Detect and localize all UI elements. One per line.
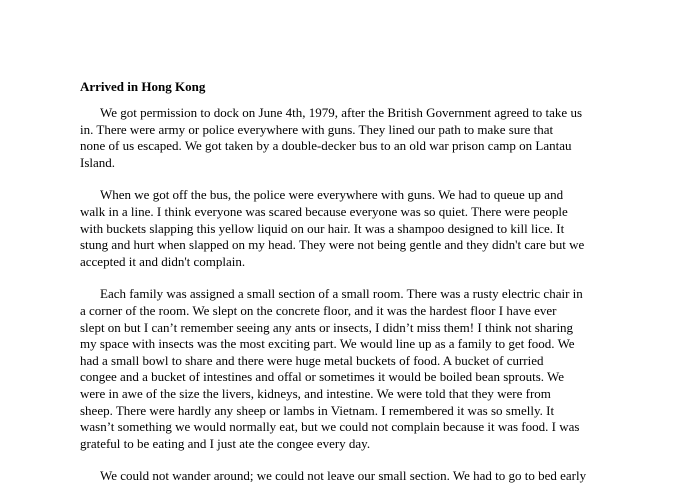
text-line: Each family was assigned a small section of a small room. There was a rusty electric chair in — [100, 286, 583, 302]
text-line: We got permission to dock on June 4th, 1979, after the British Government agreed to take us — [100, 105, 583, 120]
section-heading: Arrived in Hong Kong — [80, 79, 206, 94]
document-page — [80, 78, 610, 501]
text-line: We could not wander around; we could not leave our small section. We had to go to bed early — [100, 468, 587, 484]
text-line: sheep. There were hardly any sheep or lambs in Vietnam. I remembered it was so smelly. It — [80, 402, 555, 418]
text-line: my space with insects was the most exciting part. We would line up as a family to get food. We — [80, 336, 575, 352]
text-line: congee and a bucket of intestines and offal or sometimes it would be boiled bean sprouts. We — [80, 369, 565, 385]
text-line: Island. — [80, 154, 116, 170]
text-line: grateful to be eating and I just ate the congee every day. — [80, 435, 371, 451]
paragraph — [80, 105, 610, 171]
text-line: with buckets slapping this yellow liquid on our hair. It was a shampoo designed to kill lice. It — [80, 220, 565, 236]
text-line: none of us escaped. We got taken by a double-decker bus to an old war prison camp on Lantau — [80, 138, 572, 154]
paragraph — [80, 468, 610, 485]
text-line: stung and hurt when slapped on my head. They were not being gentle and they didn't care but we — [80, 237, 585, 253]
text-line: When we got off the bus, the police were everywhere with guns. We had to queue up and — [100, 187, 564, 203]
paragraph — [80, 286, 610, 452]
text-line: accepted it and didn't complain. — [80, 253, 246, 269]
text-line: were in awe of the size the livers, kidneys, and intestine. We were told that they were from — [80, 385, 551, 401]
document-body — [80, 105, 610, 485]
text-line: had a small bowl to share and there were huge metal buckets of food. A bucket of curried — [80, 352, 544, 368]
text-line: wasn’t something we would normally eat, but we could not complain because it was food. I was — [80, 419, 580, 435]
paragraph — [80, 187, 610, 270]
text-line: slept on but I can’t remember seeing any ants or insects, I didn’t miss them! I think not sharing — [80, 319, 574, 335]
text-line: walk in a line. I think everyone was scared because everyone was so quiet. There were people — [80, 203, 568, 219]
text-line: in. There were army or police everywhere with guns. They lined our path to make sure that — [80, 121, 554, 137]
text-line: a corner of the room. We slept on the concrete floor, and it was the hardest floor I have ever — [80, 302, 557, 318]
